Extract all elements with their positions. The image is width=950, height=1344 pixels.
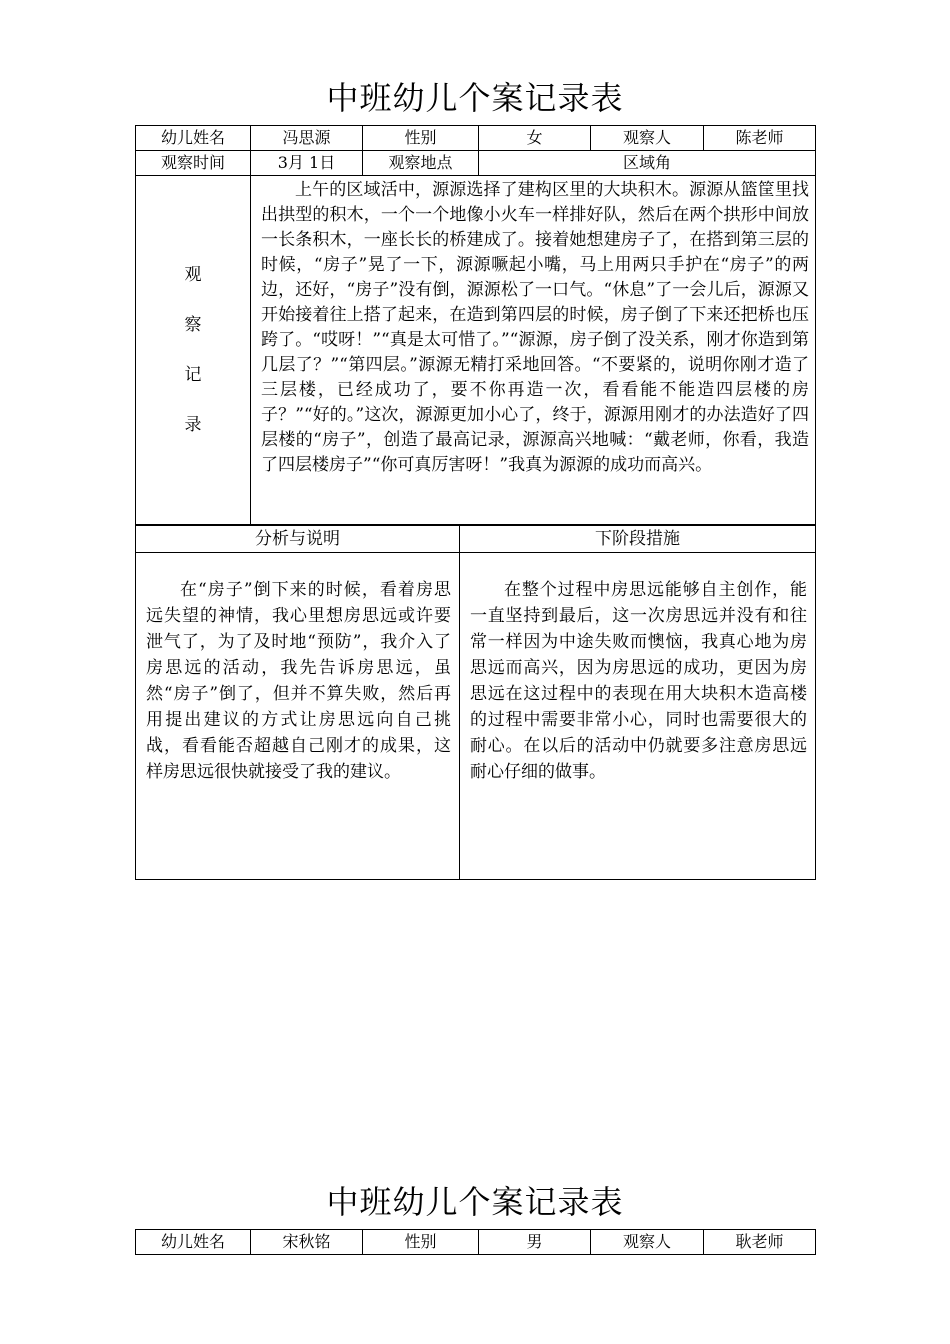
analysis-cell bbox=[136, 553, 460, 880]
measures-cell bbox=[460, 553, 816, 880]
gender-label: 性别 bbox=[363, 126, 479, 151]
child-info-row bbox=[136, 126, 816, 151]
page2-record-table bbox=[135, 1229, 816, 1255]
observation-record-row bbox=[136, 176, 816, 525]
analysis-text: 在“房子”倒下来的时候，看着房思远失望的神情，我心里想房思远或许要泄气了，为了及时地“预防”，我介入了房思远的活动，我先告诉房思远，虽然“房子”倒了，但并不算失败，然后再用提出建议的方式让房思远向自己挑战，看看能否超越自己刚才的成果，这样房思远很快就接受了我的建议。 bbox=[146, 580, 451, 782]
child-name-label: 幼儿姓名 bbox=[136, 126, 251, 151]
analysis-header: 分析与说明 bbox=[136, 526, 460, 553]
page2-observer-label: 观察人 bbox=[591, 1230, 704, 1255]
record-label-char: 察 bbox=[184, 315, 202, 335]
page-title: 中班幼儿个案记录表 bbox=[326, 79, 624, 117]
page2-title: 中班幼儿个案记录表 bbox=[326, 1183, 624, 1221]
observation-record-paragraph: 上午的区域活中，源源选择了建构区里的大块积木。源源从篮筐里找出拱型的积木，一个一个地像小火车一样排好队，然后在两个拱形中间放一长条积木，一座长长的桥建成了。接着她想建房子了，在搭到第三层的时候，“房子”晃了一下，源源噘起小嘴，马上用两只手护在“房子”的两边，还好，“房子”没有倒，源源松了一口气。“休息”了一会儿后，源源又开始接着往上搭了起来，在造到第四层的时候，房子倒了下来还把桥也压跨了。“哎呀！”“真是太可惜了。”“源源，房子倒了没关系，刚才你造到第几层了？”“第四层。”源源无精打采地回答。“不要紧的，说明你刚才造了三层楼，已经成功了，要不你再造一次，看看能不能造四层楼的房子？”“好的。”这次，源源更加小心了，终于，源源用刚才的办法造好了四层楼的“房子”，创造了最高记录，源源高兴地喊：“戴老师，你看，我造了四层楼房子”“你可真厉害呀！”我真为源源的成功而高兴。 bbox=[261, 180, 809, 475]
page2-gender-value: 男 bbox=[479, 1230, 591, 1255]
observer-label: 观察人 bbox=[591, 126, 704, 151]
page2-child-name-label: 幼儿姓名 bbox=[136, 1230, 251, 1255]
measures-header: 下阶段措施 bbox=[460, 526, 816, 553]
page2-observer-value: 耿老师 bbox=[704, 1230, 816, 1255]
record-label-char: 记 bbox=[184, 365, 202, 385]
observation-time-value: 3月 1日 bbox=[251, 151, 363, 176]
measures-text: 在整个过程中房思远能够自主创作，能一直坚持到最后，这一次房思远并没有和往常一样因为中途失败而懊恼，我真心地为房思远而高兴，因为房思远的成功，更因为房思远在这过程中的表现在用大块积木造高楼的过程中需要非常小心，同时也需要很大的耐心。在以后的活动中仍就要多注意房思远耐心仔细的做事。 bbox=[470, 580, 807, 782]
page2-child-name-value: 宋秋铭 bbox=[251, 1230, 363, 1255]
record-label-char: 观 bbox=[184, 265, 202, 285]
child-name-value: 冯思源 bbox=[251, 126, 363, 151]
analysis-measures-section bbox=[135, 525, 815, 880]
gender-value: 女 bbox=[479, 126, 591, 151]
observation-place-label: 观察地点 bbox=[363, 151, 479, 176]
observation-time-label: 观察时间 bbox=[136, 151, 251, 176]
observation-info-row bbox=[136, 151, 816, 176]
record-label-char: 录 bbox=[184, 415, 202, 435]
page2-gender-label: 性别 bbox=[363, 1230, 479, 1255]
page2-child-info-row bbox=[136, 1230, 816, 1255]
observation-place-value: 区域角 bbox=[479, 151, 816, 176]
observation-record-text bbox=[251, 176, 816, 525]
observer-value: 陈老师 bbox=[704, 126, 816, 151]
observation-record-label bbox=[136, 176, 251, 525]
record-table bbox=[135, 125, 816, 525]
